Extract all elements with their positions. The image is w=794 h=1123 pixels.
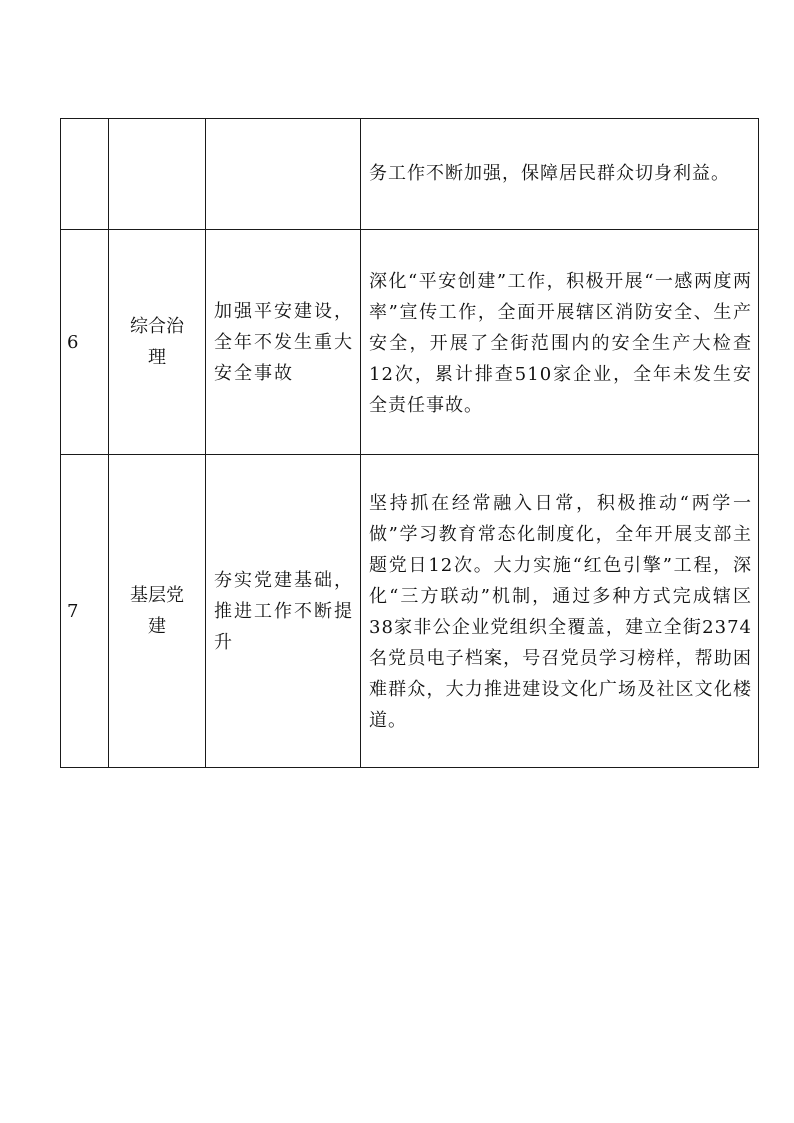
work-summary-table — [60, 118, 759, 768]
category-text: 综合治理 — [130, 316, 184, 368]
detail-cell — [361, 119, 759, 230]
table-row — [61, 455, 759, 768]
goal-text: 加强平安建设，全年不发生重大安全事故 — [214, 300, 354, 384]
detail-text: 务工作不断加强，保障居民群众切身利益。 — [369, 162, 730, 184]
detail-text: 坚持抓在经常融入日常，积极推动“两学一做”学习教育常态化制度化，全年开展支部主题党日12次。大力实施“红色引擎”工程，深化“三方联动”机制，通过多种方式完成辖区38家非公企业党组织全覆盖，建立全街2374名党员电子档案，号召党员学习榜样，帮助困难群众，大力推进建设文化广场及社区文化楼道。 — [369, 493, 752, 731]
goal-cell — [206, 455, 361, 768]
row-number-cell — [61, 119, 109, 230]
table-row — [61, 119, 759, 230]
category-text: 基层党建 — [130, 585, 184, 637]
goal-text: 夯实党建基础，推进工作不断提升 — [214, 569, 354, 653]
row-number: 6 — [67, 331, 79, 353]
category-cell — [109, 455, 206, 768]
category-cell — [109, 119, 206, 230]
category-cell — [109, 230, 206, 455]
row-number-cell — [61, 455, 109, 768]
detail-text: 深化“平安创建”工作，积极开展“一感两度两率”宣传工作，全面开展辖区消防安全、生产安全，开展了全街范围内的安全生产大检查12次，累计排查510家企业，全年未发生安全责任事故。 — [369, 270, 752, 416]
goal-cell — [206, 230, 361, 455]
row-number: 7 — [67, 600, 79, 622]
detail-cell — [361, 455, 759, 768]
row-number-cell — [61, 230, 109, 455]
detail-cell — [361, 230, 759, 455]
table-row — [61, 230, 759, 455]
goal-cell — [206, 119, 361, 230]
